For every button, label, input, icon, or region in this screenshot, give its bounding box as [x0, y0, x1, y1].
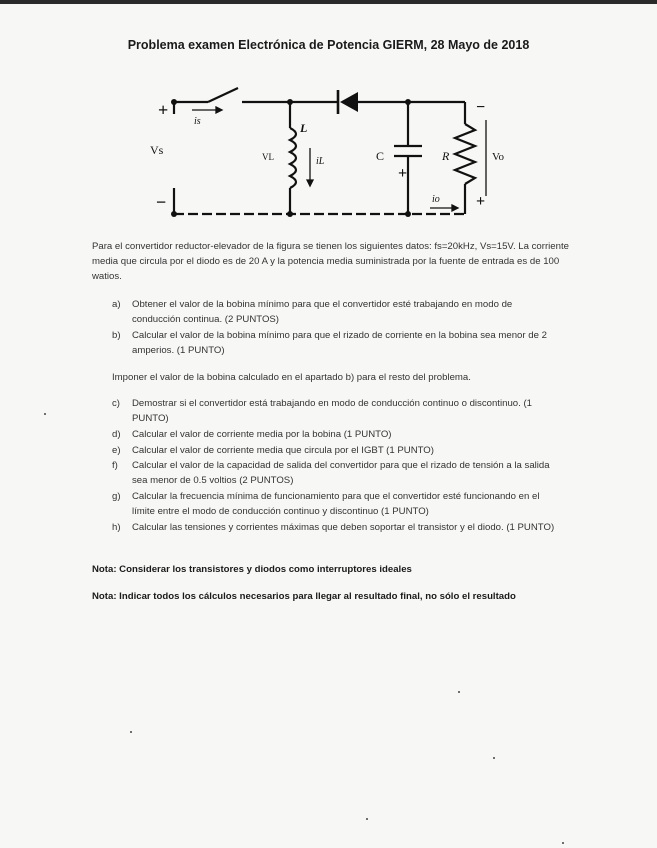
node-dot — [171, 211, 177, 217]
question-label: h) — [112, 522, 121, 533]
question-b — [112, 328, 562, 358]
node-dot — [287, 99, 293, 105]
question-d — [112, 427, 562, 442]
resistor-zigzag — [455, 124, 475, 184]
question-label: f) — [112, 460, 118, 471]
node-dot — [287, 211, 293, 217]
question-text: Calcular las tensiones y corrientes máximas que deben soportar el transistor y el diodo. (1 PUNTO) — [132, 522, 555, 533]
question-label: d) — [112, 429, 121, 440]
inductor-coil — [290, 128, 296, 188]
scan-speck — [130, 731, 132, 733]
source-plus-label: + — [158, 100, 169, 120]
note-1: Nota: Considerar los transistores y diodos como interruptores ideales — [92, 564, 412, 575]
vl-label: VL — [262, 152, 274, 162]
scan-speck — [562, 842, 564, 844]
vo-minus-label: − — [476, 99, 486, 116]
node-dot — [405, 99, 411, 105]
scan-speck — [493, 757, 495, 759]
question-text: Calcular el valor de la capacidad de salida del convertidor para que el rizado de tensión a la salida sea menor de 0.5 voltios (2 PUNTOS) — [132, 460, 550, 486]
question-a — [112, 297, 562, 327]
question-f — [112, 458, 562, 488]
scan-speck — [458, 691, 460, 693]
question-g — [112, 489, 562, 519]
buck-boost-circuit-diagram — [140, 76, 510, 226]
io-label: io — [432, 194, 440, 205]
diode-symbol — [340, 92, 358, 112]
instruction-paragraph: Imponer el valor de la bobina calculado en el apartado b) para el resto del problema. — [112, 372, 471, 383]
question-text: Demostrar si el convertidor está trabajando en modo de conducción continuo o discontinuo. (1 PUNTO) — [132, 398, 532, 424]
vo-label: Vo — [492, 151, 505, 163]
question-label: c) — [112, 398, 120, 409]
node-dot — [405, 211, 411, 217]
question-c — [112, 396, 562, 426]
switch-blade — [208, 88, 238, 102]
resistor-label: R — [442, 149, 450, 163]
question-label: e) — [112, 445, 121, 456]
question-label: b) — [112, 330, 121, 341]
node-dot — [171, 99, 177, 105]
question-label: g) — [112, 491, 121, 502]
question-text: Calcular el valor de corriente media por la bobina (1 PUNTO) — [132, 429, 392, 440]
intro-paragraph: Para el convertidor reductor-elevador de la figura se tienen los siguientes datos: fs=20kHz, Vs=15V. La corriente media que circula por el diodo es de 20 A y la potencia media suministrada por la fuente de entrada es de 100 watios. — [92, 241, 569, 282]
vo-plus-label: + — [476, 193, 486, 210]
question-text: Calcular la frecuencia mínima de funcionamiento para que el convertidor esté funcionando en el límite entre el modo de conducción continuo y discontinuo (1 PUNTO) — [132, 491, 540, 517]
question-h — [112, 520, 562, 535]
scan-speck — [44, 413, 46, 415]
source-minus-label: − — [156, 192, 167, 212]
capacitor-label: C — [376, 149, 385, 163]
question-text: Obtener el valor de la bobina mínimo para que el convertidor esté trabajando en modo de conducción continua. (2 PUNTOS) — [132, 299, 513, 325]
is-label: is — [194, 116, 201, 127]
il-label: iL — [316, 156, 325, 167]
scan-top-edge — [0, 0, 657, 4]
inductor-label: L — [300, 121, 308, 135]
vs-label: Vs — [150, 143, 164, 157]
question-text: Calcular el valor de corriente media que circula por el IGBT (1 PUNTO) — [132, 445, 434, 456]
capacitor-plus-label: + — [398, 165, 408, 182]
scan-speck — [366, 818, 368, 820]
question-text: Calcular el valor de la bobina mínimo para que el rizado de corriente en la bobina sea menor de 2 amperios. (1 PUNTO) — [132, 330, 547, 356]
page-title: Problema examen Electrónica de Potencia GIERM, 28 Mayo de 2018 — [127, 38, 530, 52]
question-e — [112, 443, 562, 458]
question-label: a) — [112, 299, 121, 310]
note-2: Nota: Indicar todos los cálculos necesarios para llegar al resultado final, no sólo el resultado — [92, 591, 516, 602]
